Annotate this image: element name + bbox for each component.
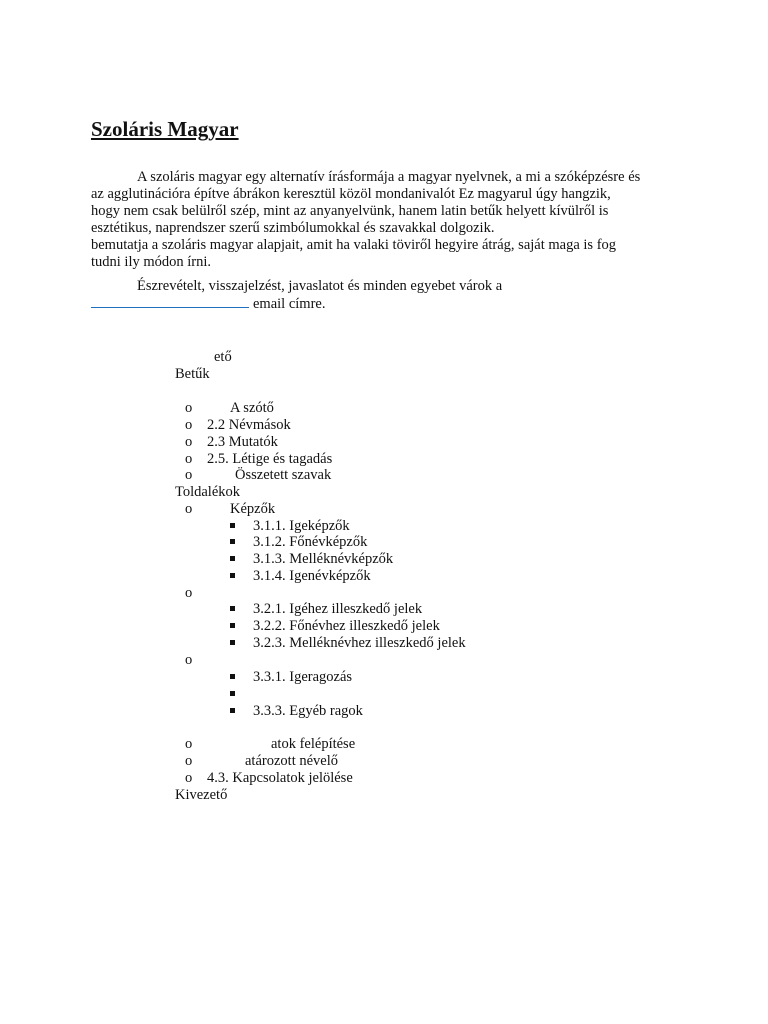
square-bullet [230, 708, 235, 713]
toc-item[interactable]: A szótő [230, 400, 274, 416]
circle-bullet: o [185, 652, 193, 668]
toc-item[interactable]: 2.3 Mutatók [207, 434, 278, 450]
square-bullet [230, 573, 235, 578]
email-link[interactable] [91, 295, 249, 308]
circle-bullet: o [185, 434, 193, 450]
toc-item[interactable]: Összetett szavak [235, 467, 332, 483]
feedback-paragraph [91, 278, 691, 312]
circle-bullet: o [185, 501, 193, 517]
toc-item[interactable]: 4.3. Kapcsolatok jelölése [207, 770, 353, 786]
toc-item[interactable]: ető [214, 349, 232, 365]
toc-item[interactable]: 3.2.3. Melléknévhez illeszkedő jelek [253, 635, 466, 651]
square-bullet [230, 539, 235, 544]
intro-line: A szoláris magyar egy alternatív írásformája a magyar nyelvnek, a mi a szóképzésre és [137, 169, 641, 185]
intro-line: bemutatja a szoláris magyar alapjait, amit ha valaki töviről hegyire átrág, saját maga is fog [91, 237, 617, 253]
circle-bullet: o [185, 736, 193, 752]
toc-item[interactable]: 3.3.1. Igeragozás [253, 669, 353, 685]
toc-item[interactable]: 3.3.3. Egyéb ragok [253, 703, 363, 719]
circle-bullet: o [185, 400, 193, 416]
toc-item[interactable]: atározott névelő [245, 753, 338, 769]
square-bullet [230, 606, 235, 611]
toc-item[interactable]: Betűk [175, 366, 210, 382]
intro-line: tudni ily módon írni. [91, 254, 212, 270]
circle-bullet: o [185, 451, 193, 467]
email-suffix: email címre. [253, 296, 326, 312]
page-title: Szoláris Magyar [91, 117, 239, 141]
square-bullet [230, 640, 235, 645]
square-bullet [230, 623, 235, 628]
square-bullet [230, 556, 235, 561]
toc-item[interactable]: Képzők [230, 501, 276, 517]
intro-line: az agglutinációra építve ábrákon keresztül közöl mondanivalót Ez magyarul úgy hangzik, [91, 186, 611, 202]
toc-item[interactable]: 2.2 Névmások [207, 417, 291, 433]
circle-bullet: o [185, 417, 193, 433]
toc-item[interactable]: 3.2.1. Igéhez illeszkedő jelek [253, 601, 423, 617]
toc-item[interactable]: 3.2.2. Főnévhez illeszkedő jelek [253, 618, 440, 634]
circle-bullet: o [185, 585, 193, 601]
toc-item[interactable]: Kivezető [175, 787, 228, 803]
toc-item[interactable]: atok felépítése [271, 736, 356, 752]
square-bullet [230, 523, 235, 528]
circle-bullet: o [185, 753, 193, 769]
toc-item[interactable]: 3.1.1. Igeképzők [253, 518, 350, 534]
intro-line: esztétikus, naprendszer szerű szimbólumokkal és szavakkal dolgozik. [91, 220, 495, 236]
feedback-line [91, 295, 691, 312]
feedback-line: Észrevételt, visszajelzést, javaslatot és minden egyebet várok a [137, 278, 503, 294]
circle-bullet: o [185, 770, 193, 786]
toc-item[interactable]: 3.1.4. Igenévképzők [253, 568, 371, 584]
toc-item[interactable]: 3.1.3. Melléknévképzők [253, 551, 394, 567]
toc-item[interactable]: 3.1.2. Főnévképzők [253, 534, 368, 550]
intro-paragraph [91, 169, 691, 271]
intro-line: hogy nem csak belülről szép, mint az anyanyelvünk, hanem latin betűk helyett kívülről is [91, 203, 609, 219]
square-bullet [230, 674, 235, 679]
toc-item[interactable]: Toldalékok [175, 484, 241, 500]
circle-bullet: o [185, 467, 193, 483]
square-bullet [230, 691, 235, 696]
toc-item[interactable]: 2.5. Létige és tagadás [207, 451, 333, 467]
